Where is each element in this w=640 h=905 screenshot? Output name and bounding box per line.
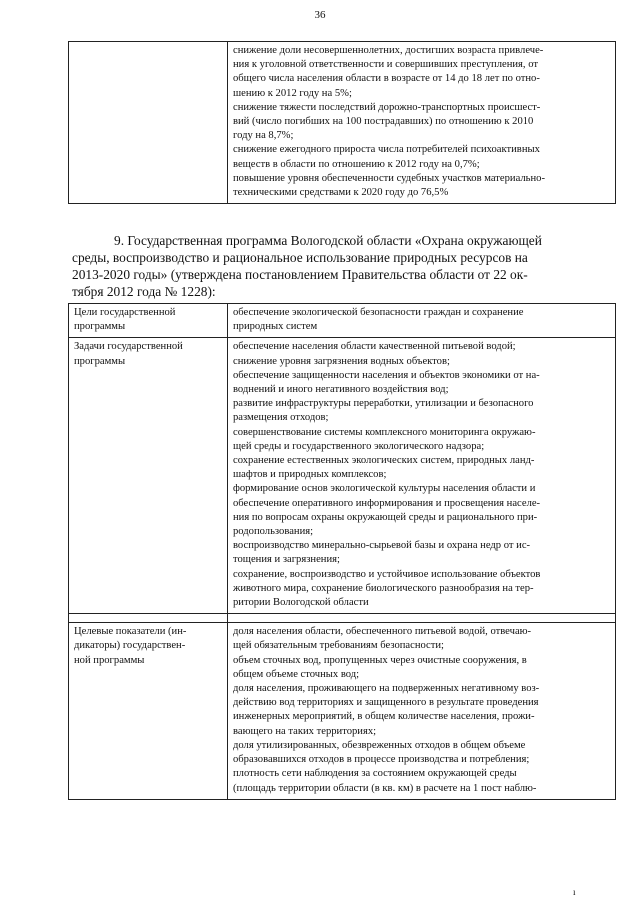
text-line: (площадь территории области (в кв. км) в расчете на 1 пост наблю- (233, 782, 537, 794)
text-line: обеспечение населения области качественной питьевой водой; (233, 341, 516, 353)
text-line: снижение уровня загрязнения водных объектов; (233, 355, 450, 367)
goals-value-cell (228, 304, 616, 338)
indicators-value-cell (228, 623, 616, 799)
text-line: животного мира, сохранение биологического разнообразия на тер- (233, 582, 534, 594)
text-line: тощения и загрязнения; (233, 554, 340, 566)
goals-label-cell (69, 304, 228, 338)
text-line: инженерных мероприятий, в общем количестве населения, прожи- (233, 711, 535, 723)
footer-mark: ı (573, 887, 576, 897)
text-line: году на 8,7%; (233, 130, 294, 142)
continued-table (68, 41, 616, 204)
indicators-label-cell (69, 623, 228, 799)
table-row-goals (69, 304, 616, 338)
text-line: доля населения, проживающего на подверженных негативному воз- (233, 683, 540, 695)
program-table (68, 303, 616, 800)
heading-line: среды, воспроизводство и рациональное использование природных ресурсов на (72, 250, 528, 265)
text-line: вий (число погибших на 100 пострадавших) по отношению к 2010 (233, 116, 534, 128)
continued-table-label-cell (69, 42, 228, 204)
tasks-label-cell (69, 338, 228, 614)
heading-line: тября 2012 года № 1228): (72, 284, 216, 299)
text-line: образовавшихся отходов в процессе производства и потребления; (233, 754, 530, 766)
table-row-indicators (69, 623, 616, 799)
text-line: ния к уголовной ответственности и совершивших преступления, от (233, 59, 538, 71)
text-line: совершенствование системы комплексного мониторинга окружаю- (233, 426, 536, 438)
text-line: сохранение естественных экологических систем, природных ланд- (233, 455, 535, 467)
text-line: ритории Вологодской области (233, 597, 369, 609)
text-line: ния по вопросам охраны окружающей среды и рационального при- (233, 511, 538, 523)
text-line: доля утилизированных, обезвреженных отходов в общем объеме (233, 739, 526, 751)
text-line: шафтов и природных комплексов; (233, 469, 387, 481)
text-line: сохранение, воспроизводство и устойчивое использование объектов (233, 568, 541, 580)
text-line: природных систем (233, 321, 318, 333)
text-line: вающего на таких территориях; (233, 725, 377, 737)
spacer-cell (69, 614, 228, 623)
section-heading (72, 232, 617, 300)
text-line: щей обязательным требованиям безопасности; (233, 640, 444, 652)
table-row-tasks (69, 338, 616, 614)
label-line: программы (74, 355, 126, 367)
text-line: снижение тяжести последствий дорожно-транспортных происшест- (233, 101, 541, 113)
label-line: Целевые показатели (ин- (74, 626, 187, 638)
label-line: программы (74, 321, 126, 333)
text-line: общего числа населения области в возрасте от 14 до 18 лет по отно- (233, 73, 540, 85)
text-line: развитие инфраструктуры переработки, утилизации и безопасного (233, 398, 534, 410)
label-line: Задачи государственной (74, 341, 183, 353)
text-line: снижение доли несовершеннолетних, достигших возраста привлече- (233, 45, 544, 56)
continued-table-value-cell (228, 42, 616, 204)
heading-line: 9. Государственная программа Вологодской области «Охрана окружающей (114, 233, 542, 248)
tasks-value-cell (228, 338, 616, 614)
text-line: плотность сети наблюдения за состоянием окружающей среды (233, 768, 517, 780)
text-line: родопользования; (233, 526, 314, 538)
text-line: техническими средствами к 2020 году до 76,5% (233, 187, 449, 199)
text-line: шению к 2012 году на 5%; (233, 87, 352, 99)
text-line: воспроизводство минерально-сырьевой базы и охрана недр от ис- (233, 540, 531, 552)
text-line: обеспечение оперативного информирования и просвещения населе- (233, 497, 541, 509)
text-line: снижение ежегодного прироста числа потребителей психоактивных (233, 144, 540, 156)
label-line: Цели государственной (74, 307, 176, 318)
spacer-cell (228, 614, 616, 623)
text-line: доля населения области, обеспеченного питьевой водой, отвечаю- (233, 626, 532, 638)
text-line: обеспечение экологической безопасности граждан и сохранение (233, 307, 524, 318)
page-number: 36 (314, 9, 326, 21)
heading-line: 2013-2020 годы» (утверждена постановлением Правительства области от 22 ок- (72, 267, 528, 282)
text-line: действию вод территориях и защищенного в результате проведения (233, 697, 539, 709)
label-line: ной программы (74, 654, 145, 666)
text-line: веществ в области по отношению к 2012 году на 0,7%; (233, 158, 480, 170)
label-line: дикаторы) государствен- (74, 640, 186, 652)
text-line: объем сточных вод, пропущенных через очистные сооружения, в (233, 654, 527, 666)
text-line: повышение уровня обеспеченности судебных участков материально- (233, 172, 546, 184)
text-line: щей среды и государственного экологического надзора; (233, 440, 485, 452)
text-line: воднений и иного негативного воздействия вод; (233, 384, 449, 396)
text-line: формирование основ экологической культуры населения области и (233, 483, 536, 495)
text-line: обеспечение защищенности населения и объектов экономики от на- (233, 369, 540, 381)
text-line: размещения отходов; (233, 412, 329, 424)
table-row-spacer (69, 614, 616, 623)
text-line: общем объеме сточных вод; (233, 668, 360, 680)
